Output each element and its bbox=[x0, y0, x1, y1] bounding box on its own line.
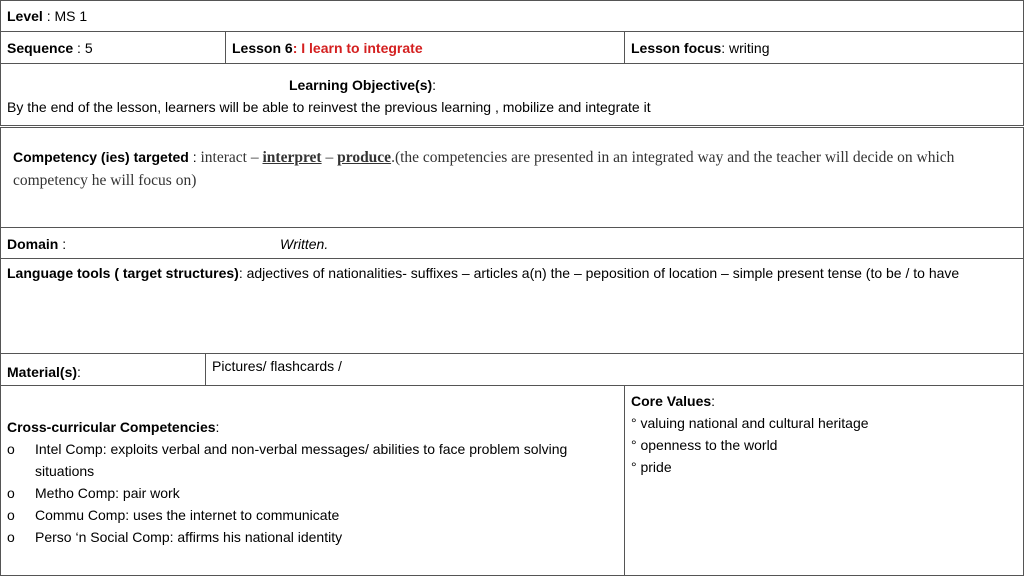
competency-dash: – bbox=[321, 149, 338, 166]
bullet-icon: o bbox=[7, 507, 15, 523]
sequence-cell bbox=[0, 31, 226, 64]
level-value: MS 1 bbox=[54, 8, 88, 24]
competency-rest: .(the competencies are presented in an integrated way and the teacher will decide on which competency he will focus on) bbox=[13, 149, 955, 189]
level-cell bbox=[0, 0, 1024, 32]
material-label-cell bbox=[0, 353, 206, 386]
lesson-focus-cell bbox=[624, 31, 1024, 64]
cross-curricular-cell bbox=[0, 385, 625, 576]
objective-text: By the end of the lesson, learners will be able to reinvest the previous learning , mobilize and integrate it bbox=[7, 99, 651, 115]
core-values-label: Core Values bbox=[631, 393, 712, 409]
lesson-label: Lesson 6 bbox=[232, 40, 293, 56]
list-item bbox=[7, 438, 607, 482]
lesson-focus-value: : writing bbox=[721, 40, 770, 56]
domain-cell bbox=[0, 227, 1024, 259]
language-tools-cell bbox=[0, 258, 1024, 354]
list-item bbox=[7, 482, 607, 504]
list-item bbox=[7, 526, 607, 548]
sequence-value: 5 bbox=[84, 40, 93, 56]
domain-label: Domain bbox=[7, 236, 59, 252]
competency-label: Competency (ies) targeted bbox=[13, 149, 189, 165]
competency-interpret: interpret bbox=[262, 149, 322, 166]
cross-curricular-colon: : bbox=[215, 419, 220, 435]
sequence-label: Sequence bbox=[7, 40, 74, 56]
level-sep: : bbox=[42, 8, 55, 24]
competency-sep: : bbox=[188, 149, 201, 165]
competency-produce: produce bbox=[337, 149, 392, 166]
cross-curricular-item: Metho Comp: pair work bbox=[35, 485, 180, 501]
cross-curricular-label: Cross-curricular Competencies bbox=[7, 419, 216, 435]
cross-curricular-item: Intel Comp: exploits verbal and non-verbal messages/ abilities to face problem solving situations bbox=[35, 441, 568, 479]
domain-value: Written. bbox=[280, 236, 329, 252]
language-tools-text bbox=[7, 262, 1015, 284]
core-value-item: ° valuing national and cultural heritage bbox=[631, 415, 869, 431]
lesson-title: : I learn to integrate bbox=[292, 40, 423, 56]
level-text bbox=[7, 7, 87, 25]
cross-curricular-list bbox=[7, 438, 607, 548]
sequence-sep: : bbox=[73, 40, 85, 56]
level-label: Level bbox=[7, 8, 43, 24]
objective-colon: : bbox=[432, 77, 437, 93]
bullet-icon: o bbox=[7, 441, 15, 457]
list-item bbox=[7, 504, 607, 526]
material-value-cell bbox=[205, 353, 1024, 386]
objective-label: Learning Objective(s) bbox=[289, 77, 433, 93]
competency-text bbox=[13, 146, 1013, 192]
lesson-cell bbox=[225, 31, 625, 64]
domain-sep: : bbox=[58, 236, 67, 252]
competency-interact: interact – bbox=[200, 149, 263, 166]
material-value: Pictures/ flashcards / bbox=[212, 358, 342, 374]
lesson-focus-label: Lesson focus bbox=[631, 40, 722, 56]
core-value-item: ° openness to the world bbox=[631, 437, 778, 453]
bullet-icon: o bbox=[7, 529, 15, 545]
core-values-cell bbox=[624, 385, 1024, 576]
competency-cell bbox=[0, 127, 1024, 228]
cross-curricular-item: Commu Comp: uses the internet to communicate bbox=[35, 507, 340, 523]
core-value-item: ° pride bbox=[631, 459, 672, 475]
bullet-icon: o bbox=[7, 485, 15, 501]
objective-cell bbox=[0, 63, 1024, 126]
cross-curricular-item: Perso ‘n Social Comp: affirms his national identity bbox=[35, 529, 343, 545]
language-tools-label: Language tools ( target structures) bbox=[7, 265, 239, 281]
language-tools-value: : adjectives of nationalities- suffixes – articles a(n) the – peposition of location – simple present tense (to be / to have bbox=[238, 265, 960, 281]
core-values-colon: : bbox=[711, 393, 716, 409]
material-colon: : bbox=[77, 364, 81, 380]
material-label: Material(s) bbox=[7, 364, 78, 380]
